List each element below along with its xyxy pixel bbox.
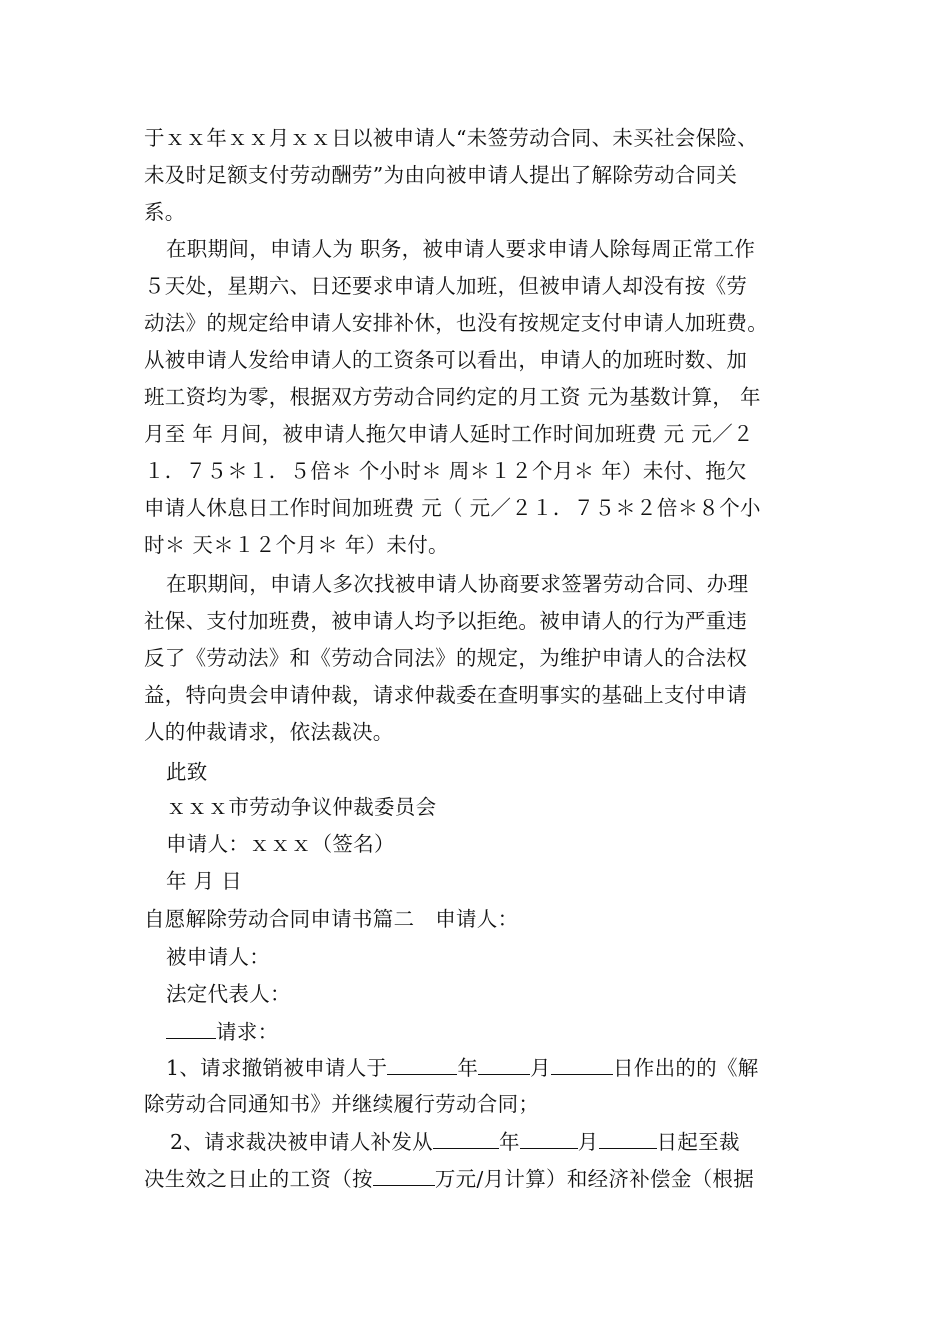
text-line: 社保、支付加班费，被申请人均予以拒绝。被申请人的行为严重违	[144, 609, 748, 633]
item-text: 年	[457, 1056, 479, 1080]
respondent-line: 被申请人：	[166, 945, 270, 969]
date-line: 年 月 日	[166, 869, 243, 893]
text-line: 申请人休息日工作时间加班费 元（ 元／２１．７５＊２倍＊８个小	[144, 496, 761, 520]
text-line: 益，特向贵会申请仲裁，请求仲裁委在查明事实的基础上支付申请	[144, 683, 748, 707]
item-text: 年	[498, 1130, 520, 1154]
text-line: 时＊ 天＊１２个月＊ 年）未付。	[144, 533, 449, 557]
text-line: １．７５＊１．５倍＊ 个小时＊ 周＊１２个月＊ 年）未付、拖欠	[144, 459, 747, 483]
blank-field	[166, 1016, 216, 1039]
request-heading-line	[166, 1016, 846, 1047]
blank-field	[387, 1052, 457, 1075]
text-line: 月至 年 月间，被申请人拖欠申请人延时工作时间加班费 元 元／２	[144, 422, 754, 446]
text-line: ５天处，星期六、日还要求申请人加班，但被申请人却没有按《劳	[144, 274, 748, 298]
blank-field	[373, 1163, 435, 1186]
blank-field	[551, 1052, 613, 1075]
legal-representative-line: 法定代表人：	[166, 982, 291, 1006]
applicant-signature-line: 申请人：ｘｘｘ（签名）	[166, 832, 395, 856]
request-item-1	[166, 1052, 846, 1083]
item-text: 月	[530, 1056, 551, 1080]
text-line: 反了《劳动法》和《劳动合同法》的规定，为维护申请人的合法权	[144, 646, 748, 670]
item-text: 2、请求裁决被申请人补发从	[170, 1130, 433, 1154]
blank-field	[478, 1052, 530, 1075]
item-text: 日作出的的《解	[612, 1056, 759, 1080]
text-line: 系。	[144, 200, 186, 224]
section-heading: 自愿解除劳动合同申请书篇二 申请人：	[144, 907, 519, 931]
closing-salutation: 此致	[166, 760, 208, 784]
request-item-2-cont	[144, 1163, 824, 1194]
item-text: 万元/月计算）和经济补偿金（根据	[434, 1167, 755, 1191]
request-heading: 请求：	[216, 1020, 279, 1044]
request-item-2	[170, 1126, 850, 1157]
text-line: 在职期间，申请人为 职务，被申请人要求申请人除每周正常工作	[166, 237, 756, 261]
text-line: 动法》的规定给申请人安排补休，也没有按规定支付申请人加班费。	[144, 311, 768, 335]
text-line: 除劳动合同通知书》并继续履行劳动合同；	[144, 1092, 540, 1116]
item-text: 决生效之日止的工资（按	[144, 1167, 373, 1191]
text-line: 从被申请人发给申请人的工资条可以看出，申请人的加班时数、加	[144, 348, 748, 372]
blank-field	[433, 1126, 499, 1149]
item-text: 1、请求撤销被申请人于	[166, 1056, 388, 1080]
item-text: 日起至裁	[656, 1130, 740, 1154]
blank-field	[599, 1126, 657, 1149]
recipient-line: ｘｘｘ市劳动争议仲裁委员会	[166, 795, 437, 819]
text-line: 班工资均为零，根据双方劳动合同约定的月工资 元为基数计算， 年	[144, 385, 761, 409]
text-line: 于ｘｘ年ｘｘ月ｘｘ日以被申请人“未签劳动合同、未买社会保险、	[144, 126, 758, 150]
text-line: 人的仲裁请求，依法裁决。	[144, 720, 394, 744]
blank-field	[520, 1126, 578, 1149]
text-line: 在职期间，申请人多次找被申请人协商要求签署劳动合同、办理	[166, 572, 749, 596]
text-line: 未及时足额支付劳动酬劳”为由向被申请人提出了解除劳动合同关	[144, 163, 738, 187]
item-text: 月	[577, 1130, 599, 1154]
